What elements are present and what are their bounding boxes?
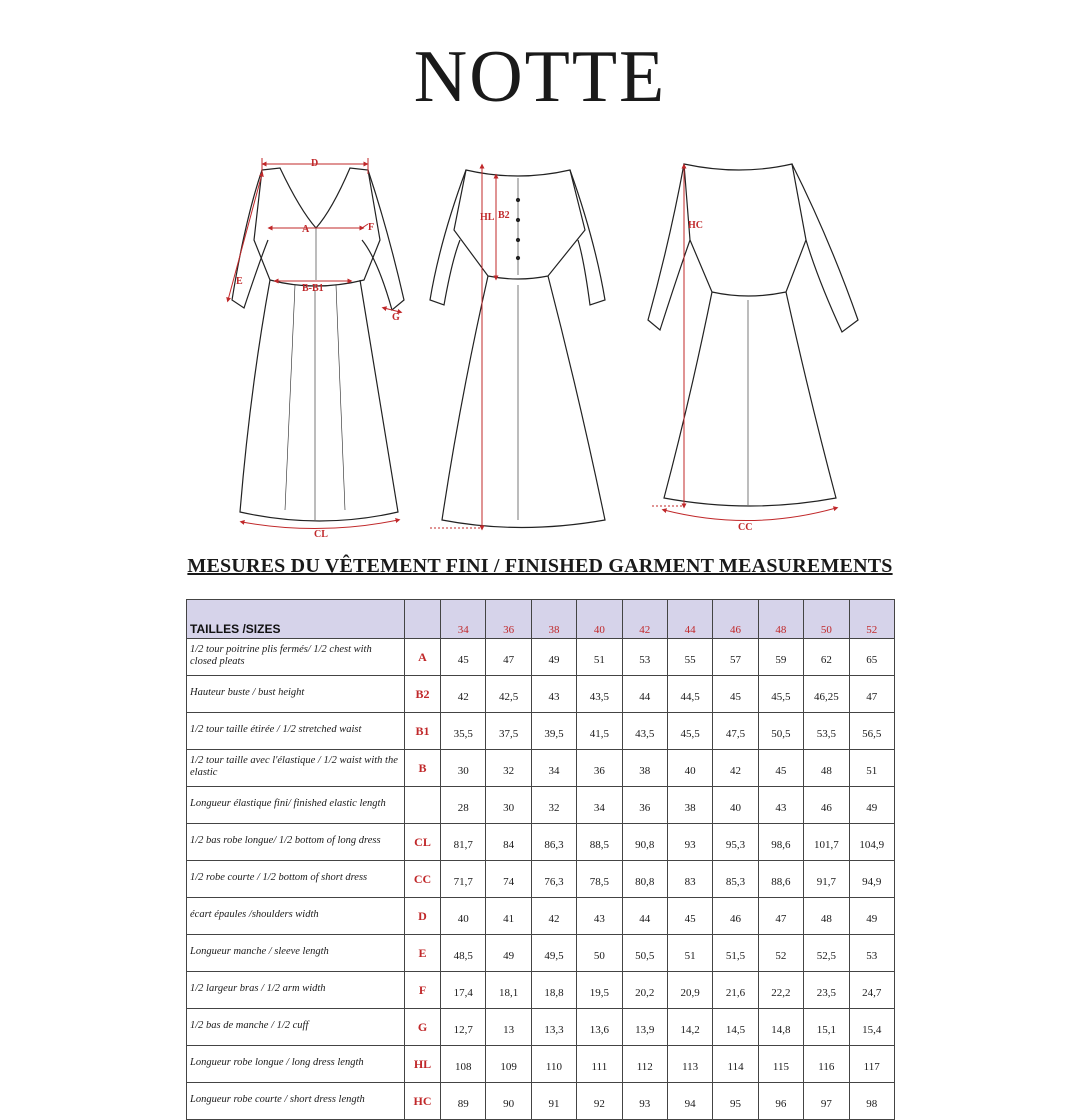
table-cell: 76,3 <box>531 861 576 898</box>
row-code: HL <box>405 1046 441 1083</box>
table-cell: 52 <box>758 935 803 972</box>
label-D: D <box>311 158 319 169</box>
table-row <box>187 1046 895 1083</box>
table-row <box>187 1009 895 1046</box>
row-description: Longueur robe longue / long dress length <box>187 1046 405 1083</box>
table-cell: 48 <box>804 750 849 787</box>
table-cell: 51,5 <box>713 935 758 972</box>
table-cell: 30 <box>441 750 486 787</box>
table-cell: 23,5 <box>804 972 849 1009</box>
table-cell: 52,5 <box>804 935 849 972</box>
table-cell: 47 <box>486 639 531 676</box>
size-header-44: 44 <box>667 600 712 639</box>
table-cell: 47 <box>849 676 894 713</box>
table-cell: 45 <box>667 898 712 935</box>
table-cell: 62 <box>804 639 849 676</box>
table-row <box>187 787 895 824</box>
table-cell: 113 <box>667 1046 712 1083</box>
side-view <box>430 170 605 528</box>
table-header-row <box>187 600 895 639</box>
table-cell: 96 <box>758 1083 803 1120</box>
table-cell: 47 <box>758 898 803 935</box>
table-cell: 65 <box>849 639 894 676</box>
table-cell: 51 <box>577 639 622 676</box>
table-cell: 53 <box>849 935 894 972</box>
table-cell: 117 <box>849 1046 894 1083</box>
table-cell: 45 <box>441 639 486 676</box>
row-code: A <box>405 639 441 676</box>
size-header-50: 50 <box>804 600 849 639</box>
table-cell: 20,9 <box>667 972 712 1009</box>
label-B-B1: B-B1 <box>302 283 324 294</box>
table-cell: 94 <box>667 1083 712 1120</box>
row-code: CC <box>405 861 441 898</box>
table-row <box>187 1083 895 1120</box>
table-cell: 89 <box>441 1083 486 1120</box>
table-cell: 34 <box>531 750 576 787</box>
table-cell: 41 <box>486 898 531 935</box>
size-header-52: 52 <box>849 600 894 639</box>
table-cell: 47,5 <box>713 713 758 750</box>
table-cell: 44,5 <box>667 676 712 713</box>
table-cell: 83 <box>667 861 712 898</box>
row-description: 1/2 robe courte / 1/2 bottom of short dress <box>187 861 405 898</box>
row-code: D <box>405 898 441 935</box>
table-cell: 90,8 <box>622 824 667 861</box>
label-HL: HL <box>480 212 495 223</box>
table-cell: 88,6 <box>758 861 803 898</box>
table-cell: 43 <box>577 898 622 935</box>
back-view <box>648 164 858 506</box>
table-cell: 13 <box>486 1009 531 1046</box>
table-cell: 48 <box>804 898 849 935</box>
table-cell: 101,7 <box>804 824 849 861</box>
label-B2: B2 <box>498 210 510 221</box>
table-cell: 36 <box>622 787 667 824</box>
table-cell: 48,5 <box>441 935 486 972</box>
table-cell: 90 <box>486 1083 531 1120</box>
table-cell: 13,6 <box>577 1009 622 1046</box>
size-header-48: 48 <box>758 600 803 639</box>
table-cell: 43,5 <box>622 713 667 750</box>
table-cell: 38 <box>667 787 712 824</box>
table-cell: 13,3 <box>531 1009 576 1046</box>
size-header-38: 38 <box>531 600 576 639</box>
table-row <box>187 972 895 1009</box>
table-cell: 13,9 <box>622 1009 667 1046</box>
label-G: G <box>392 312 400 323</box>
table-cell: 115 <box>758 1046 803 1083</box>
label-CC: CC <box>738 522 753 533</box>
table-cell: 111 <box>577 1046 622 1083</box>
table-cell: 80,8 <box>622 861 667 898</box>
table-cell: 32 <box>531 787 576 824</box>
sizes-header: TAILLES /SIZES <box>187 600 405 639</box>
table-cell: 53 <box>622 639 667 676</box>
row-code: E <box>405 935 441 972</box>
label-HC: HC <box>688 220 703 231</box>
table-cell: 114 <box>713 1046 758 1083</box>
table-cell: 91 <box>531 1083 576 1120</box>
table-subtitle: MESURES DU VÊTEMENT FINI / FINISHED GARMENT MEASUREMENTS <box>187 555 893 577</box>
table-cell: 91,7 <box>804 861 849 898</box>
table-cell: 57 <box>713 639 758 676</box>
table-cell: 98,6 <box>758 824 803 861</box>
table-cell: 110 <box>531 1046 576 1083</box>
table-cell: 19,5 <box>577 972 622 1009</box>
size-header-34: 34 <box>441 600 486 639</box>
table-cell: 44 <box>622 898 667 935</box>
table-cell: 12,7 <box>441 1009 486 1046</box>
code-header <box>405 600 441 639</box>
table-cell: 42 <box>531 898 576 935</box>
size-header-40: 40 <box>577 600 622 639</box>
table-cell: 95 <box>713 1083 758 1120</box>
table-cell: 85,3 <box>713 861 758 898</box>
row-description: Longueur élastique fini/ finished elastic length <box>187 787 405 824</box>
row-description: 1/2 bas de manche / 1/2 cuff <box>187 1009 405 1046</box>
table-cell: 42 <box>713 750 758 787</box>
row-code: B <box>405 750 441 787</box>
front-measures <box>228 158 400 529</box>
table-cell: 86,3 <box>531 824 576 861</box>
row-description: Hauteur buste / bust height <box>187 676 405 713</box>
table-cell: 15,4 <box>849 1009 894 1046</box>
row-code: CL <box>405 824 441 861</box>
table-cell: 50,5 <box>758 713 803 750</box>
table-row <box>187 713 895 750</box>
size-header-46: 46 <box>713 600 758 639</box>
table-cell: 49 <box>486 935 531 972</box>
table-cell: 14,5 <box>713 1009 758 1046</box>
row-code: G <box>405 1009 441 1046</box>
table-row <box>187 898 895 935</box>
back-measures <box>652 166 836 521</box>
table-cell: 88,5 <box>577 824 622 861</box>
table-cell: 51 <box>849 750 894 787</box>
table-cell: 14,8 <box>758 1009 803 1046</box>
table-cell: 74 <box>486 861 531 898</box>
table-cell: 112 <box>622 1046 667 1083</box>
row-code <box>405 787 441 824</box>
table-cell: 21,6 <box>713 972 758 1009</box>
label-A: A <box>302 224 310 235</box>
table-row <box>187 935 895 972</box>
table-cell: 108 <box>441 1046 486 1083</box>
table-cell: 78,5 <box>577 861 622 898</box>
table-cell: 17,4 <box>441 972 486 1009</box>
table-cell: 94,9 <box>849 861 894 898</box>
table-cell: 95,3 <box>713 824 758 861</box>
table-cell: 45 <box>713 676 758 713</box>
table-cell: 109 <box>486 1046 531 1083</box>
table-cell: 45,5 <box>667 713 712 750</box>
size-header-42: 42 <box>622 600 667 639</box>
front-view <box>232 168 404 521</box>
table-cell: 46 <box>804 787 849 824</box>
garment-drawings <box>0 140 1080 550</box>
table-cell: 42,5 <box>486 676 531 713</box>
table-cell: 92 <box>577 1083 622 1120</box>
row-description: 1/2 tour poitrine plis fermés/ 1/2 chest with closed pleats <box>187 639 405 676</box>
table-cell: 93 <box>622 1083 667 1120</box>
table-cell: 50,5 <box>622 935 667 972</box>
table-cell: 44 <box>622 676 667 713</box>
row-description: 1/2 tour taille étirée / 1/2 stretched waist <box>187 713 405 750</box>
table-row <box>187 676 895 713</box>
row-code: B1 <box>405 713 441 750</box>
table-cell: 18,1 <box>486 972 531 1009</box>
size-header-36: 36 <box>486 600 531 639</box>
table-cell: 45,5 <box>758 676 803 713</box>
table-cell: 81,7 <box>441 824 486 861</box>
table-cell: 43,5 <box>577 676 622 713</box>
table-cell: 40 <box>713 787 758 824</box>
row-description: Longueur manche / sleeve length <box>187 935 405 972</box>
table-cell: 39,5 <box>531 713 576 750</box>
table-cell: 32 <box>486 750 531 787</box>
table-cell: 84 <box>486 824 531 861</box>
row-description: Longueur robe courte / short dress length <box>187 1083 405 1120</box>
table-cell: 104,9 <box>849 824 894 861</box>
table-cell: 49 <box>849 787 894 824</box>
measurements-table <box>186 599 895 1120</box>
table-cell: 20,2 <box>622 972 667 1009</box>
table-cell: 49,5 <box>531 935 576 972</box>
table-cell: 97 <box>804 1083 849 1120</box>
table-cell: 43 <box>531 676 576 713</box>
table-cell: 49 <box>531 639 576 676</box>
label-E: E <box>236 276 243 287</box>
table-cell: 56,5 <box>849 713 894 750</box>
table-cell: 93 <box>667 824 712 861</box>
table-cell: 35,5 <box>441 713 486 750</box>
row-description: écart épaules /shoulders width <box>187 898 405 935</box>
table-cell: 43 <box>758 787 803 824</box>
table-cell: 22,2 <box>758 972 803 1009</box>
table-row <box>187 750 895 787</box>
table-cell: 49 <box>849 898 894 935</box>
table-cell: 71,7 <box>441 861 486 898</box>
table-cell: 38 <box>622 750 667 787</box>
table-cell: 55 <box>667 639 712 676</box>
table-cell: 37,5 <box>486 713 531 750</box>
brand-title: NOTTE <box>413 36 667 118</box>
table-cell: 42 <box>441 676 486 713</box>
row-code: HC <box>405 1083 441 1120</box>
table-row <box>187 639 895 676</box>
technical-drawing <box>0 140 1080 550</box>
table-cell: 28 <box>441 787 486 824</box>
row-description: 1/2 bas robe longue/ 1/2 bottom of long dress <box>187 824 405 861</box>
table-cell: 41,5 <box>577 713 622 750</box>
table-cell: 30 <box>486 787 531 824</box>
table-row <box>187 861 895 898</box>
table-cell: 40 <box>441 898 486 935</box>
table-cell: 59 <box>758 639 803 676</box>
label-F: F <box>368 222 375 233</box>
label-CL: CL <box>314 529 328 540</box>
row-description: 1/2 tour taille avec l'élastique / 1/2 waist with the elastic <box>187 750 405 787</box>
table-cell: 18,8 <box>531 972 576 1009</box>
row-description: 1/2 largeur bras / 1/2 arm width <box>187 972 405 1009</box>
table-cell: 45 <box>758 750 803 787</box>
table-cell: 46 <box>713 898 758 935</box>
row-code: F <box>405 972 441 1009</box>
table-cell: 14,2 <box>667 1009 712 1046</box>
table-cell: 34 <box>577 787 622 824</box>
table-cell: 50 <box>577 935 622 972</box>
table-cell: 15,1 <box>804 1009 849 1046</box>
table-cell: 24,7 <box>849 972 894 1009</box>
table-row <box>187 824 895 861</box>
table-cell: 51 <box>667 935 712 972</box>
table-cell: 116 <box>804 1046 849 1083</box>
table-cell: 46,25 <box>804 676 849 713</box>
row-code: B2 <box>405 676 441 713</box>
table-cell: 53,5 <box>804 713 849 750</box>
table-cell: 98 <box>849 1083 894 1120</box>
table-cell: 36 <box>577 750 622 787</box>
table-cell: 40 <box>667 750 712 787</box>
